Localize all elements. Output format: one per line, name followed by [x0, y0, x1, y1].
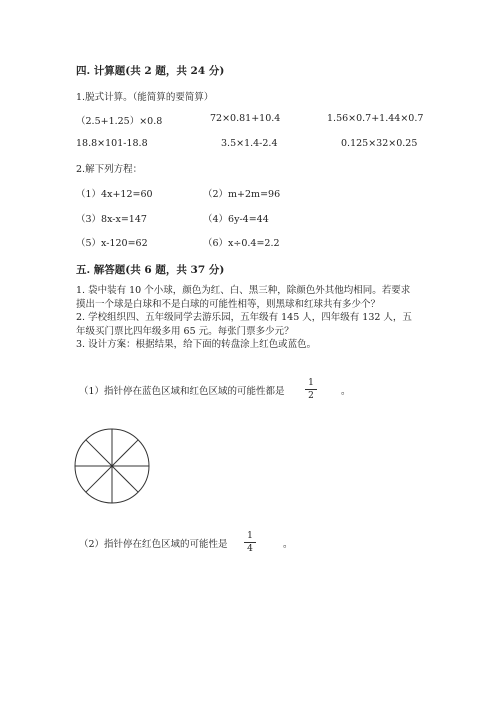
problem2-line2: 年级买门票比四年级多用 65 元。每张门票多少元？: [76, 325, 294, 337]
section4-heading: 四. 计算题(共 2 题，共 24 分): [76, 65, 225, 77]
q2-item-4: （4）6y-4=44: [203, 214, 269, 225]
q1-item-5: 3.5×1.4-2.4: [221, 138, 278, 149]
part1-fraction-numerator: 1: [308, 378, 314, 388]
q2-item-3: （3）8x-x=147: [76, 214, 147, 225]
q1-title: 1.脱式计算。（能简算的要简算）: [76, 92, 214, 103]
part2-period: 。: [283, 539, 293, 550]
fraction-bar: [305, 389, 317, 390]
q2-item-1: （1）4x+12=60: [76, 189, 153, 200]
part2-fraction: [244, 531, 256, 554]
part1-fraction: [305, 378, 317, 401]
q1-item-4: 18.8×101-18.8: [76, 138, 148, 149]
section5-heading: 五. 解答题(共 6 题，共 37 分): [76, 264, 225, 276]
part1-text: （1）指针停在蓝色区域和红色区域的可能性都是: [79, 386, 285, 397]
problems-block: [76, 284, 428, 352]
part2-fraction-numerator: 1: [247, 531, 253, 541]
spinner-wheel[interactable]: [72, 426, 152, 506]
part1-period: 。: [341, 386, 351, 397]
part1-fraction-denominator: 2: [308, 391, 314, 401]
q2-item-6: （6）x÷0.4=2.2: [203, 238, 280, 249]
q2-title: 2.解下列方程：: [76, 164, 143, 175]
q1-item-1: （2.5+1.25）×0.8: [76, 116, 163, 127]
q2-item-5: （5）x-120=62: [76, 238, 148, 249]
q2-item-2: （2）m+2m=96: [203, 189, 281, 200]
problem3-line: 3. 设计方案：根据结果，给下面的转盘涂上红色或蓝色。: [76, 339, 317, 350]
q1-item-3: 1.56×0.7+1.44×0.7: [327, 113, 424, 124]
problem1-line1: 1. 袋中装有 10 个小球，颜色为红、白、黑三种，除颜色外其他均相同。若要求: [76, 285, 411, 296]
q1-item-6: 0.125×32×0.25: [341, 138, 418, 149]
part2-text: （2）指针停在红色区域的可能性是: [79, 539, 228, 550]
q1-item-2: 72×0.81+10.4: [210, 113, 281, 124]
fraction-bar: [244, 542, 256, 543]
problem2-line1: 2. 学校组织四、五年级同学去游乐园，五年级有 145 人，四年级有 132 人，五: [76, 312, 412, 323]
part2-fraction-denominator: 4: [247, 544, 253, 554]
problem1-line2: 摸出一个球是白球和不是白球的可能性相等，则黑球和红球共有多少个？: [76, 298, 381, 310]
